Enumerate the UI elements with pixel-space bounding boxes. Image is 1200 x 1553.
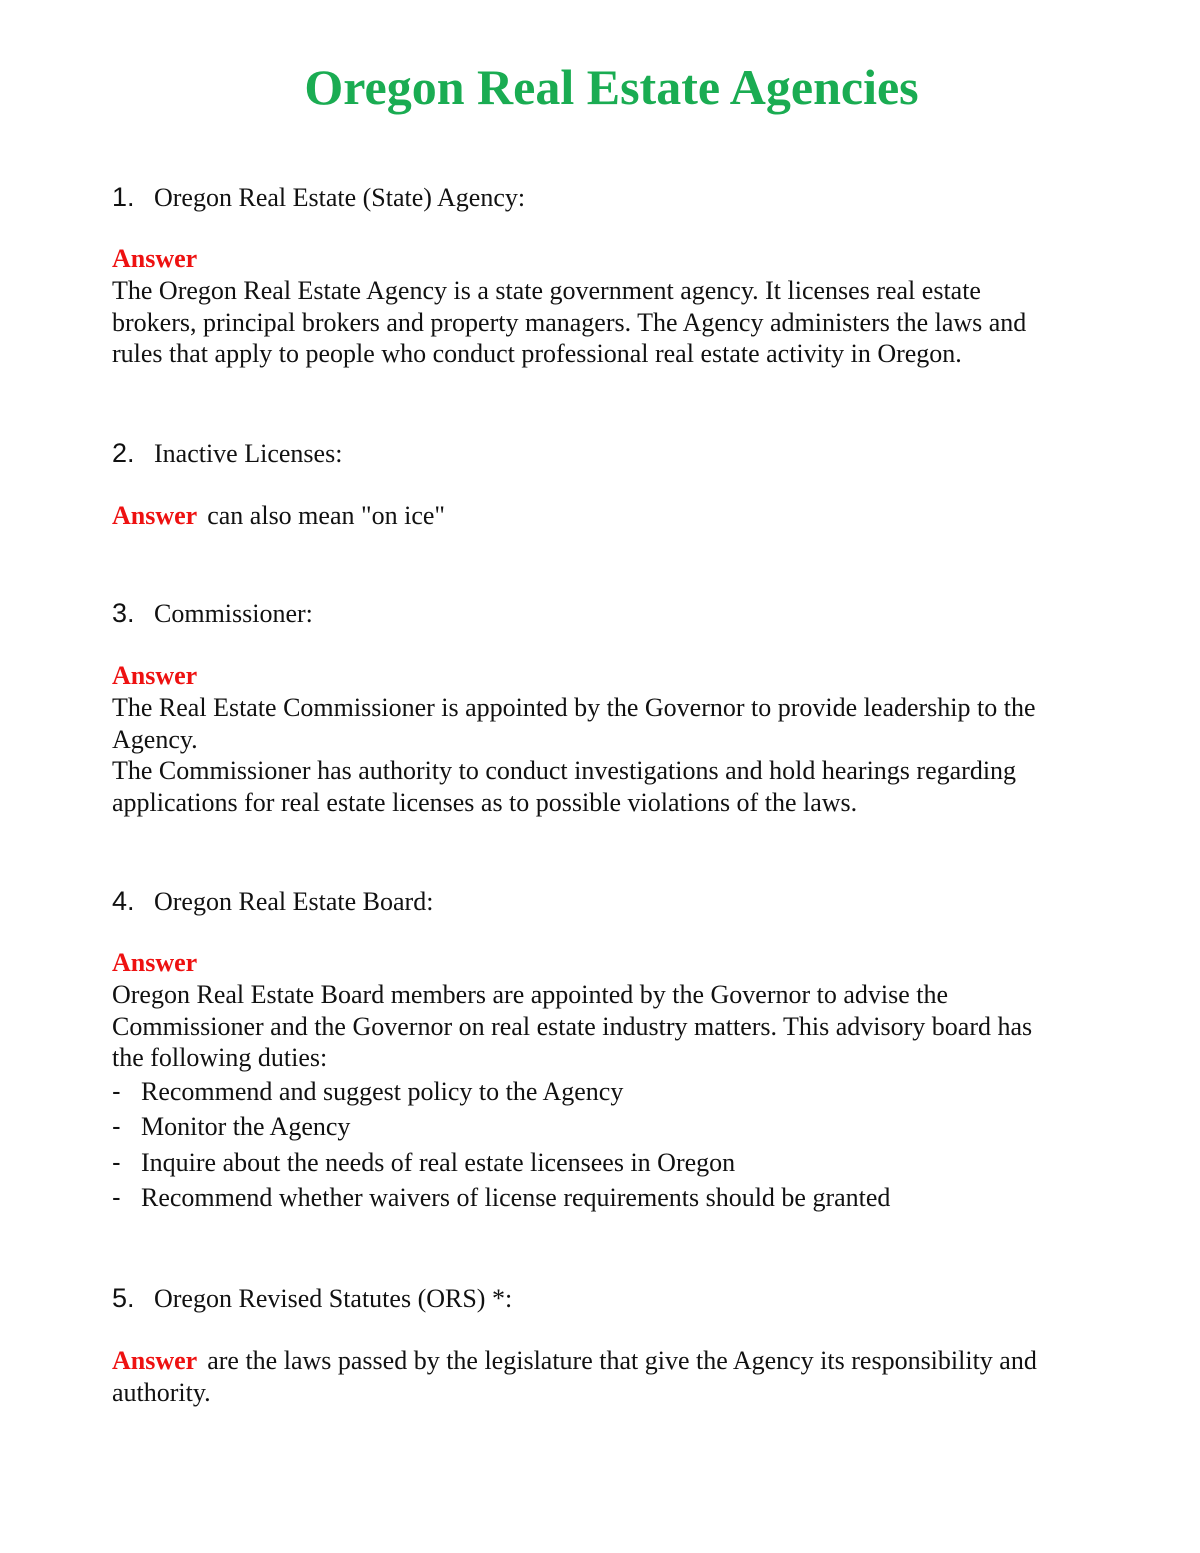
question-2 <box>112 436 1112 471</box>
answer-line: The Oregon Real Estate Agency is a state government agency. It licenses real estate <box>112 275 981 305</box>
answer-3 <box>112 660 1102 819</box>
answer-line: Agency. <box>112 724 198 754</box>
answer-line <box>112 500 1102 532</box>
answer-line: Commissioner and the Governor on real estate industry matters. This advisory board has <box>112 1011 1033 1041</box>
answer-label: Answer <box>112 244 198 273</box>
answer-line: the following duties: <box>112 1043 328 1073</box>
question-3 <box>112 596 1112 631</box>
list-item-text: Recommend whether waivers of license requirements should be granted <box>141 1183 891 1213</box>
list-item <box>112 1145 1102 1180</box>
answer-inline-text: can also mean "on ice" <box>207 501 446 530</box>
question-text: Oregon Real Estate (State) Agency: <box>154 183 526 212</box>
answer-line <box>112 1345 1102 1377</box>
answer-line: applications for real estate licenses as to possible violations of the laws. <box>112 788 858 818</box>
answer-5 <box>112 1345 1102 1409</box>
dash-bullet: - <box>112 1182 121 1213</box>
question-number: 5. <box>112 1283 135 1313</box>
dash-bullet: - <box>112 1076 121 1107</box>
answer-line: brokers, principal brokers and property managers. The Agency administers the laws and <box>112 307 1027 337</box>
answer-label: Answer <box>112 501 198 530</box>
question-heading <box>112 180 1112 215</box>
question-4 <box>112 884 1112 919</box>
question-number: 1. <box>112 182 135 212</box>
question-number: 4. <box>112 886 135 916</box>
answer-2 <box>112 500 1102 532</box>
question-5 <box>112 1281 1112 1316</box>
list-item <box>112 1109 1102 1144</box>
answer-1 <box>112 243 1102 370</box>
question-text: Inactive Licenses: <box>154 439 343 468</box>
question-text: Oregon Revised Statutes (ORS) *: <box>154 1284 513 1313</box>
dash-bullet: - <box>112 1111 121 1142</box>
question-number: 2. <box>112 438 135 468</box>
list-item <box>112 1074 1102 1109</box>
question-1 <box>112 180 1112 215</box>
list-item-text: Recommend and suggest policy to the Agency <box>141 1077 624 1107</box>
duties-list <box>112 1074 1102 1215</box>
answer-line: The Real Estate Commissioner is appointed by the Governor to provide leadership to the <box>112 692 1036 722</box>
answer-label: Answer <box>112 948 198 977</box>
list-item-text: Monitor the Agency <box>141 1112 351 1142</box>
question-text: Oregon Real Estate Board: <box>154 887 434 916</box>
answer-line: Oregon Real Estate Board members are appointed by the Governor to advise the <box>112 979 949 1009</box>
answer-4 <box>112 947 1102 1215</box>
answer-line: The Commissioner has authority to conduct investigations and hold hearings regarding <box>112 756 1017 786</box>
question-heading <box>112 436 1112 471</box>
question-number: 3. <box>112 598 135 628</box>
question-text: Commissioner: <box>154 599 313 628</box>
answer-label: Answer <box>112 1346 198 1375</box>
question-heading <box>112 596 1112 631</box>
answer-label: Answer <box>112 661 198 690</box>
list-item <box>112 1180 1102 1215</box>
dash-bullet: - <box>112 1146 121 1177</box>
answer-inline-text: are the laws passed by the legislature that give the Agency its responsibility and <box>207 1346 1037 1375</box>
list-item-text: Inquire about the needs of real estate licensees in Oregon <box>141 1147 736 1177</box>
question-heading <box>112 884 1112 919</box>
answer-line: authority. <box>112 1377 211 1407</box>
page-title: Oregon Real Estate Agencies <box>304 59 919 115</box>
answer-line: rules that apply to people who conduct professional real estate activity in Oregon. <box>112 339 962 369</box>
question-heading <box>112 1281 1112 1316</box>
